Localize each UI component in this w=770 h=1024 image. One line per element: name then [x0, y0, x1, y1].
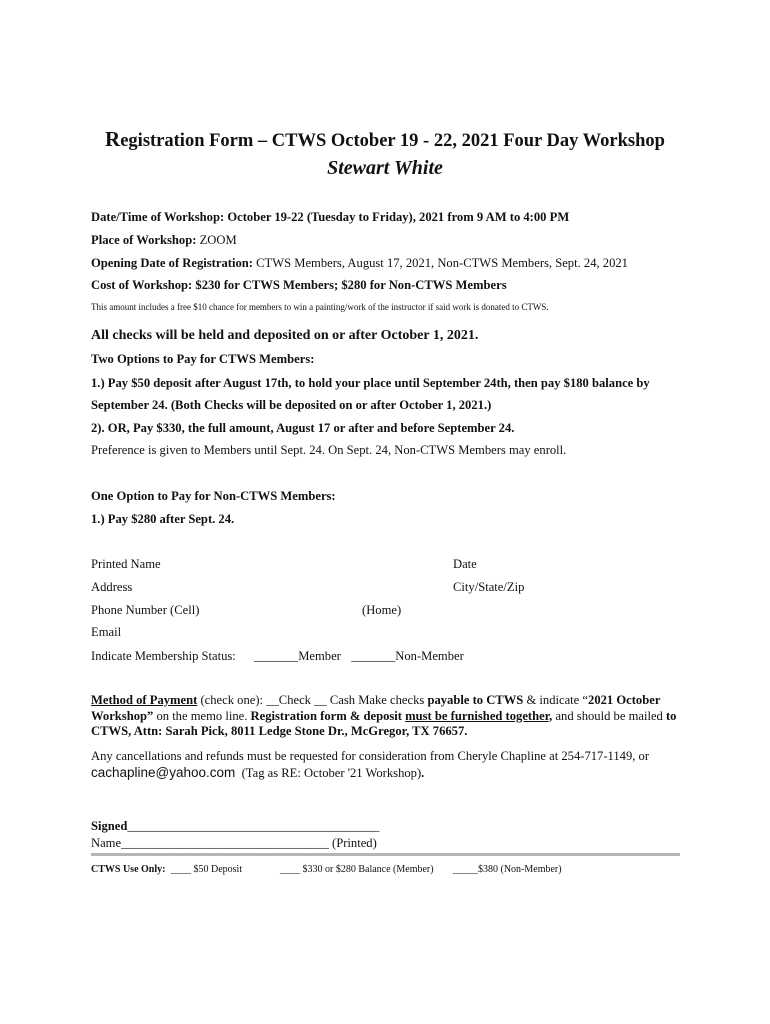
date-field[interactable]: Date: [453, 557, 477, 571]
signed-line[interactable]: [91, 819, 379, 834]
method-label: Method of Payment: [91, 693, 198, 707]
name-printed-line[interactable]: [91, 836, 377, 851]
option1-line2: September 24. (Both Checks will be deposited on or after October 1, 2021.): [91, 398, 492, 412]
office-nonmember: _____$380 (Non-Member): [453, 864, 562, 875]
city-state-zip-field[interactable]: City/State/Zip: [453, 580, 525, 594]
office-use-label: [91, 864, 165, 875]
mailing-address: to CTWS, Attn: Sarah Pick, 8011 Ledge Stone Dr., McGregor, TX 76657.: [91, 708, 677, 738]
nonmembers-option: 1.) Pay $280 after Sept. 24.: [91, 512, 235, 526]
workshop-reference: 2021 October Workshop”: [91, 693, 661, 723]
method-text-2: & indicate “: [523, 693, 589, 707]
method-text-1: (check one): __Check __ Cash Make checks: [197, 693, 428, 707]
title-initial: R: [105, 127, 121, 151]
method-text-3: on the memo line.: [153, 708, 251, 723]
nonmembers-heading: One Option to Pay for Non-CTWS Members:: [91, 489, 336, 503]
signed-label: Signed: [91, 819, 128, 833]
opening-label: Opening Date of Registration:: [91, 256, 253, 270]
datetime-value: October 19-22 (Tuesday to Friday), 2021 from 9 AM to 4:00 PM: [227, 210, 570, 224]
place-line: [91, 233, 237, 248]
fine-print: This amount includes a free $10 chance for members to win a painting/work of the instructor if said work is donated to CTWS.: [91, 302, 549, 312]
cancellation-period: .: [421, 765, 425, 780]
datetime-label: Date/Time of Workshop:: [91, 210, 225, 224]
registration-form-note: Registration form & deposit: [250, 708, 406, 723]
opening-line: [91, 256, 628, 271]
contact-email-link[interactable]: cachapline@yahoo.com: [91, 764, 236, 780]
member-option[interactable]: _______Member: [254, 649, 341, 663]
members-heading: Two Options to Pay for CTWS Members:: [91, 352, 315, 366]
place-label: Place of Workshop:: [91, 233, 197, 247]
phone-cell-field[interactable]: Phone Number (Cell): [91, 603, 200, 617]
method-text-4: and should be mailed: [552, 708, 666, 723]
name-label: Name: [91, 836, 122, 850]
payable-to: payable to CTWS: [427, 693, 524, 707]
address-field[interactable]: Address: [91, 580, 133, 594]
office-use-text: CTWS Use Only:: [91, 864, 166, 875]
office-balance: ____ $330 or $280 Balance (Member): [280, 864, 434, 875]
furnished-together: must be furnished together,: [405, 708, 553, 723]
preference-line: Preference is given to Members until Sept. 24. On Sept. 24, Non-CTWS Members may enroll.: [91, 443, 567, 457]
divider-rule: [91, 853, 680, 856]
opening-value: CTWS Members, August 17, 2021, Non-CTWS Members, Sept. 24, 2021: [256, 256, 628, 270]
page-title: [0, 127, 770, 152]
option2-line: 2). OR, Pay $330, the full amount, August 17 or after and before September 24.: [91, 421, 515, 435]
office-deposit: ____ $50 Deposit: [171, 864, 243, 875]
signed-blank: ________________________________________: [127, 819, 380, 833]
cancellation-paragraph: [91, 749, 683, 781]
phone-home-field[interactable]: (Home): [362, 603, 402, 617]
method-of-payment-paragraph: [91, 693, 683, 740]
printed-name-field[interactable]: Printed Name: [91, 557, 161, 571]
cost-label: Cost of Workshop:: [91, 278, 193, 292]
membership-label: Indicate Membership Status:: [91, 649, 236, 663]
cancellation-tag: (Tag as RE: October '21 Workshop): [241, 765, 422, 780]
option1-line1: 1.) Pay $50 deposit after August 17th, to hold your place until September 24th, then pay $180 balance by: [91, 376, 650, 390]
checks-notice: All checks will be held and deposited on or after October 1, 2021.: [91, 328, 479, 343]
cost-value: $230 for CTWS Members; $280 for Non-CTWS Members: [195, 278, 507, 292]
name-blank: _________________________________: [121, 836, 329, 850]
email-field[interactable]: Email: [91, 625, 122, 639]
place-value: ZOOM: [199, 233, 237, 247]
membership-status-line: [91, 649, 464, 664]
nonmember-option[interactable]: _______Non-Member: [351, 649, 464, 663]
instructor-name: Stewart White: [327, 157, 443, 179]
cancellation-text: Any cancellations and refunds must be requested for consideration from Cheryle Chapline at 254-717-1149, or: [91, 749, 650, 763]
title-text: egistration Form – CTWS October 19 - 22, 2021 Four Day Workshop: [120, 131, 665, 151]
datetime-line: [91, 210, 569, 225]
printed-note: (Printed): [332, 836, 377, 850]
cost-line: [91, 278, 507, 293]
